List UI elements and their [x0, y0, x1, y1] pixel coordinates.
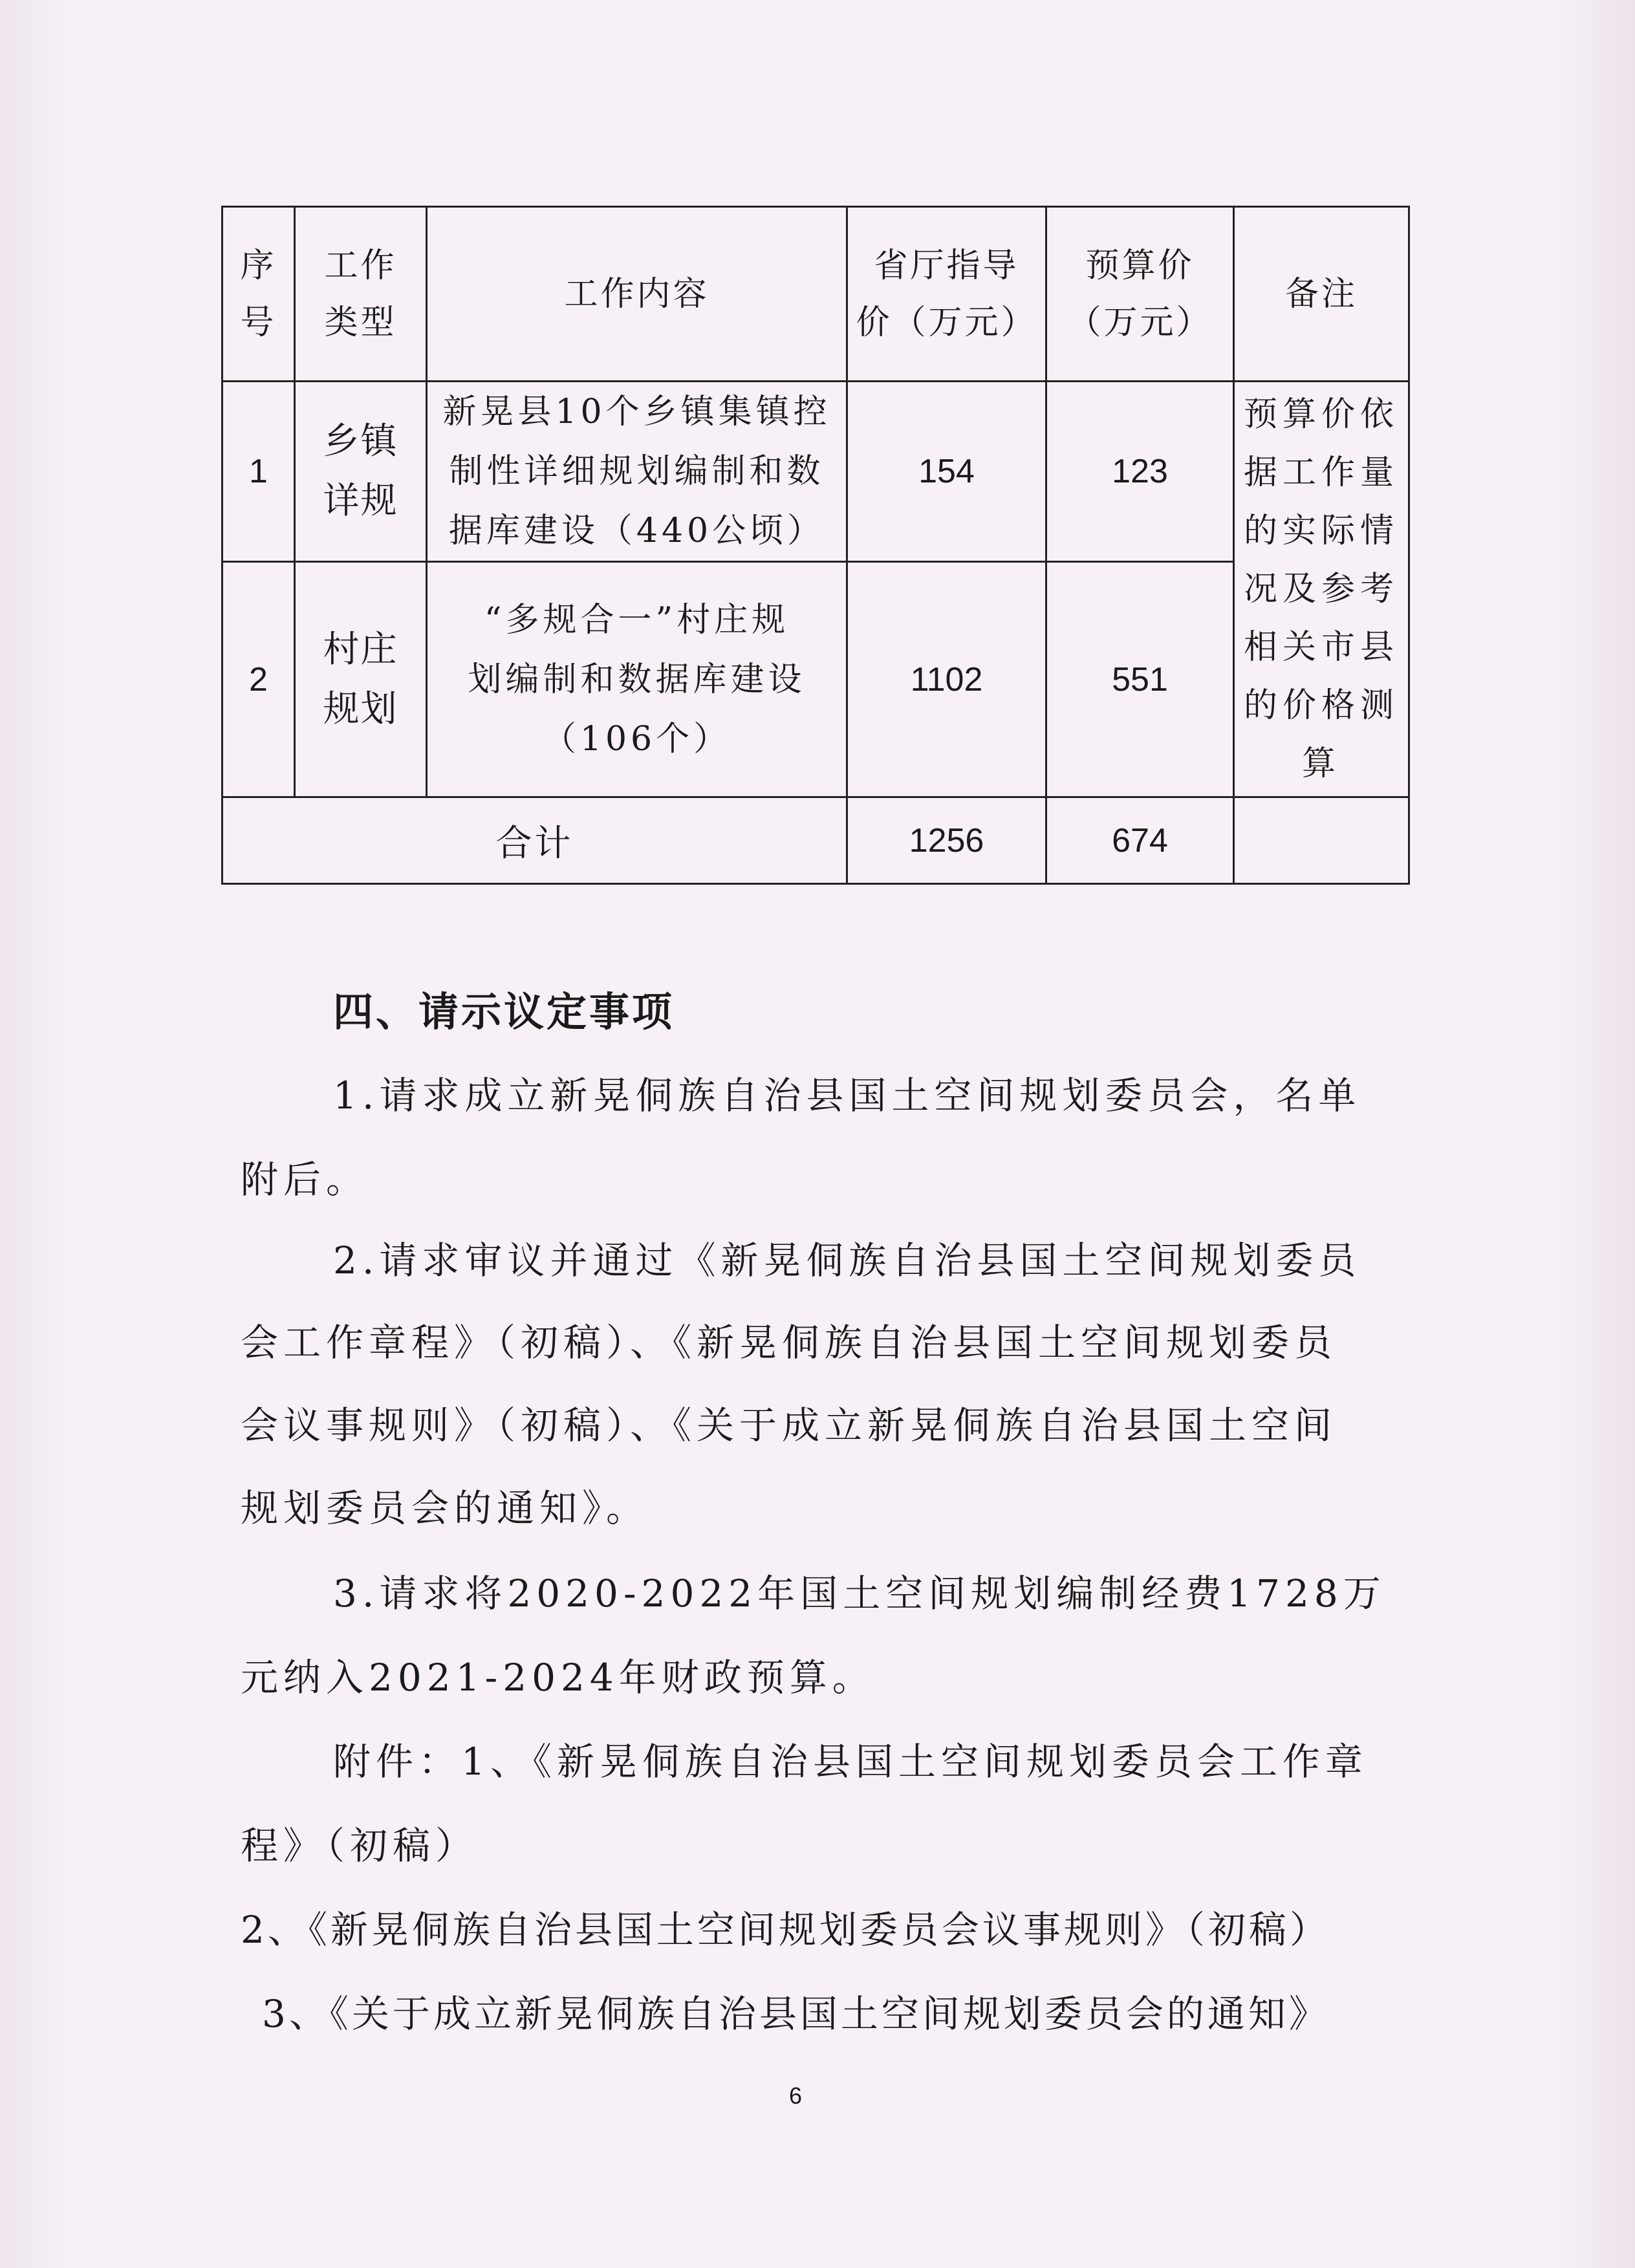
- table-row: [222, 382, 1409, 562]
- page-number: 6: [789, 2082, 803, 2109]
- remark-line: 算: [1301, 744, 1341, 783]
- row2-content: [427, 562, 847, 797]
- row1-content-line2: 制性详细规划编制和数: [449, 452, 825, 491]
- row2-type-line2: 规划: [323, 687, 398, 730]
- row1-budget-price: 123: [1046, 382, 1234, 562]
- paragraph-line: 附后。: [241, 1158, 369, 1202]
- header-type-line1: 工作: [324, 246, 397, 285]
- total-budget-price: 674: [1046, 797, 1234, 884]
- row2-seq: 2: [222, 562, 295, 797]
- header-budget-line1: 预算价: [1085, 246, 1195, 285]
- header-guide-line2: 价（万元）: [856, 303, 1037, 342]
- remark-cell: [1234, 382, 1409, 797]
- section-heading: 四、请示议定事项: [333, 988, 675, 1035]
- budget-table: [221, 206, 1410, 885]
- remark-line: 的价格测: [1243, 686, 1399, 725]
- paragraph-line: 会议事规则》（初稿）、《关于成立新晃侗族自治县国土空间: [241, 1403, 1337, 1447]
- header-guide-line1: 省厅指导: [874, 246, 1019, 285]
- paragraph-line: 元纳入2021-2024年财政预算。: [241, 1656, 875, 1700]
- table-row: [222, 562, 1409, 797]
- header-content: 工作内容: [427, 207, 847, 382]
- row1-content-line3: 据库建设（440公顷）: [448, 512, 825, 550]
- paragraph-line: 3、《关于成立新晃侗族自治县国土空间规划委员会的通知》: [262, 1992, 1330, 2036]
- table-total-row: [222, 797, 1409, 884]
- header-budget-price: [1046, 207, 1234, 382]
- header-seq-line2: 号: [240, 303, 277, 342]
- row1-type-line1: 乡镇: [323, 420, 398, 462]
- header-guide-price: [847, 207, 1046, 382]
- header-seq-line1: 序: [240, 246, 277, 285]
- row1-guide-price: 154: [847, 382, 1046, 562]
- row1-seq: 1: [222, 382, 295, 562]
- budget-table-container: [221, 206, 1408, 885]
- header-remark: 备注: [1234, 207, 1409, 382]
- header-seq: [222, 207, 295, 382]
- row1-type: [295, 382, 427, 562]
- paragraph-line: 规划委员会的通知》。: [241, 1486, 649, 1530]
- paragraph-line: 1.请求成立新晃侗族自治县国土空间规划委员会，名单: [333, 1074, 1361, 1118]
- row2-type: [295, 562, 427, 797]
- remark-line: 预算价依: [1243, 395, 1399, 434]
- total-remark-empty: [1234, 797, 1409, 884]
- paragraph-line: 程》（初稿）: [241, 1824, 479, 1868]
- header-budget-line2: （万元）: [1067, 303, 1213, 342]
- row1-content-line1: 新晃县10个乡镇集镇控: [442, 393, 831, 431]
- row2-content-line3: （106个）: [542, 719, 731, 759]
- row1-content: [427, 382, 847, 562]
- paragraph-line: 2、《新晃侗族自治县国土空间规划委员会议事规则》（初稿）: [241, 1908, 1330, 1952]
- table-header-row: [222, 207, 1409, 382]
- paragraph-line: 附件：1、《新晃侗族自治县国土空间规划委员会工作章: [333, 1740, 1368, 1784]
- paragraph-line: 2.请求审议并通过《新晃侗族自治县国土空间规划委员: [333, 1238, 1361, 1282]
- total-label: 合计: [222, 797, 847, 884]
- header-type: [295, 207, 427, 382]
- row2-budget-price: 551: [1046, 562, 1234, 797]
- row2-content-line2: 划编制和数据库建设: [468, 660, 806, 699]
- total-guide-price: 1256: [847, 797, 1046, 884]
- row1-type-line2: 详规: [323, 480, 398, 522]
- remark-line: 的实际情: [1243, 512, 1399, 550]
- row2-type-line1: 村庄: [323, 628, 398, 671]
- row2-guide-price: 1102: [847, 562, 1046, 797]
- paragraph-line: 3.请求将2020-2022年国土空间规划编制经费1728万: [333, 1571, 1386, 1615]
- remark-line: 况及参考: [1243, 570, 1399, 609]
- remark-line: 相关市县: [1243, 628, 1399, 667]
- row2-content-line1: “多规合一”村庄规: [484, 600, 790, 640]
- paragraph-line: 会工作章程》（初稿）、《新晃侗族自治县国土空间规划委员: [241, 1321, 1337, 1365]
- remark-line: 据工作量: [1243, 453, 1399, 492]
- header-type-line2: 类型: [324, 303, 397, 342]
